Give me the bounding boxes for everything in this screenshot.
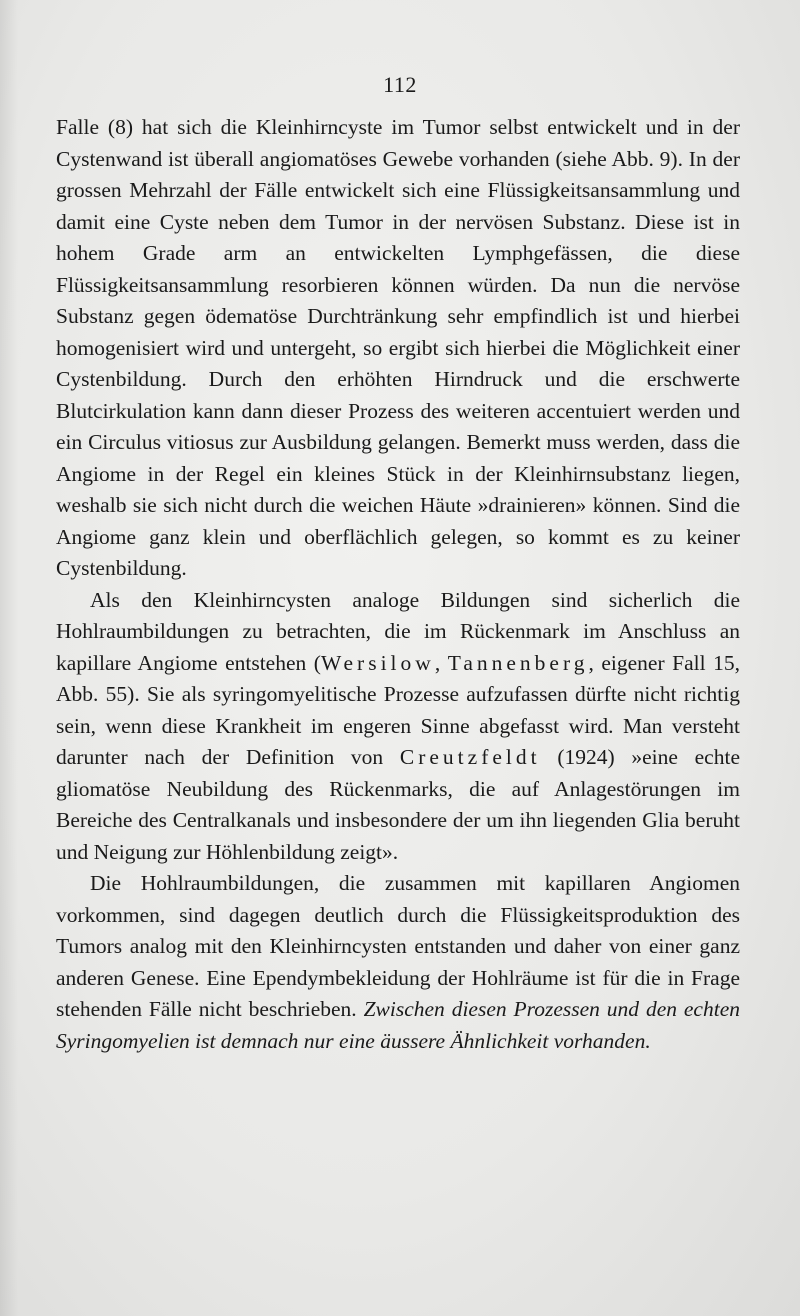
paragraph-2-text-a: Als den Kleinhirncysten analoge Bildungen sind sicherlich die Hohlraumbildungen zu betrachten, die im Rückenmark im Anschluss an kapillare Angiome entstehen ( (56, 587, 740, 675)
paragraph-1 (56, 112, 740, 585)
paragraph-3-text: Die Hohlraumbildungen, die zusammen mit kapillaren Angiomen vorkommen, sind dagegen deutlich durch die Flüssigkeitsproduktion des Tumors analog mit den Kleinhirncysten entstanden und daher von einer ganz anderen Genese. Eine Ependymbekleidung der Hohlräume ist für die in Frage stehenden Fälle nicht beschrieben. (56, 871, 740, 1021)
paragraph-2-text-b: , (434, 650, 448, 675)
paragraph-3 (56, 868, 740, 1057)
paragraph-2-text-c: , eigener Fall 15, Abb. 55). Sie als syringomyelitische Prozesse aufzufassen dürfte nicht richtig sein, wenn diese Krankheit im engeren Sinne abgefasst wird. Man versteht darunter nach der Definition von (56, 650, 740, 769)
paragraph-2 (56, 585, 740, 869)
page-gutter-shadow (0, 0, 18, 1316)
paragraph-2-text-d: (1924) »eine echte gliomatöse Neubildung des Rückenmarks, die auf Anlagestörungen im Bereiche des Centralkanals und insbesondere der um ihn liegenden Glia beruht und Neigung zur Höhlenbildung zeigt». (56, 745, 740, 864)
author-name-creutzfeldt: Creutzfeldt (399, 745, 541, 769)
page-number: 112 (383, 72, 417, 97)
paragraph-1-text: Falle (8) hat sich die Kleinhirncyste im Tumor selbst entwickelt und in der Cystenwand ist überall angiomatöses Gewebe vorhanden (siehe Abb. 9). In der grossen Mehrzahl der Fälle entwickelt sich eine Flüssigkeitsansammlung und damit eine Cyste neben dem Tumor in der nervösen Substanz. Diese ist in hohem Grade arm an entwickelten Lymphgefässen, die diese Flüssigkeitsansammlung resorbieren können würden. Da nun die nervöse Substanz gegen ödematöse Durchtränkung sehr empfindlich ist und hierbei homogenisiert wird und untergeht, so ergibt sich hierbei die Möglichkeit einer Cystenbildung. Durch den erhöhten Hirndruck und die erschwerte Blutcirkulation kann dann dieser Prozess des weiteren accentuiert werden und ein Circulus vitiosus zur Ausbildung gelangen. Bemerkt muss werden, dass die Angiome in der Regel ein kleines Stück in der Kleinhirnsubstanz liegen, weshalb sie sich nicht durch die weichen Häute »drainieren» können. Sind die Angiome ganz klein und oberflächlich gelegen, so kommt es zu keiner Cystenbildung. (56, 115, 740, 580)
body-text (56, 112, 740, 1057)
author-name-wersilow: Wersilow (320, 650, 435, 675)
paragraph-3-italic-conclusion: Zwischen diesen Prozessen und den echten Syringomyelien ist demnach nur eine äussere Ähnlichkeit vorhanden. (56, 997, 740, 1053)
author-name-tannenberg: Tannenberg (447, 650, 589, 675)
